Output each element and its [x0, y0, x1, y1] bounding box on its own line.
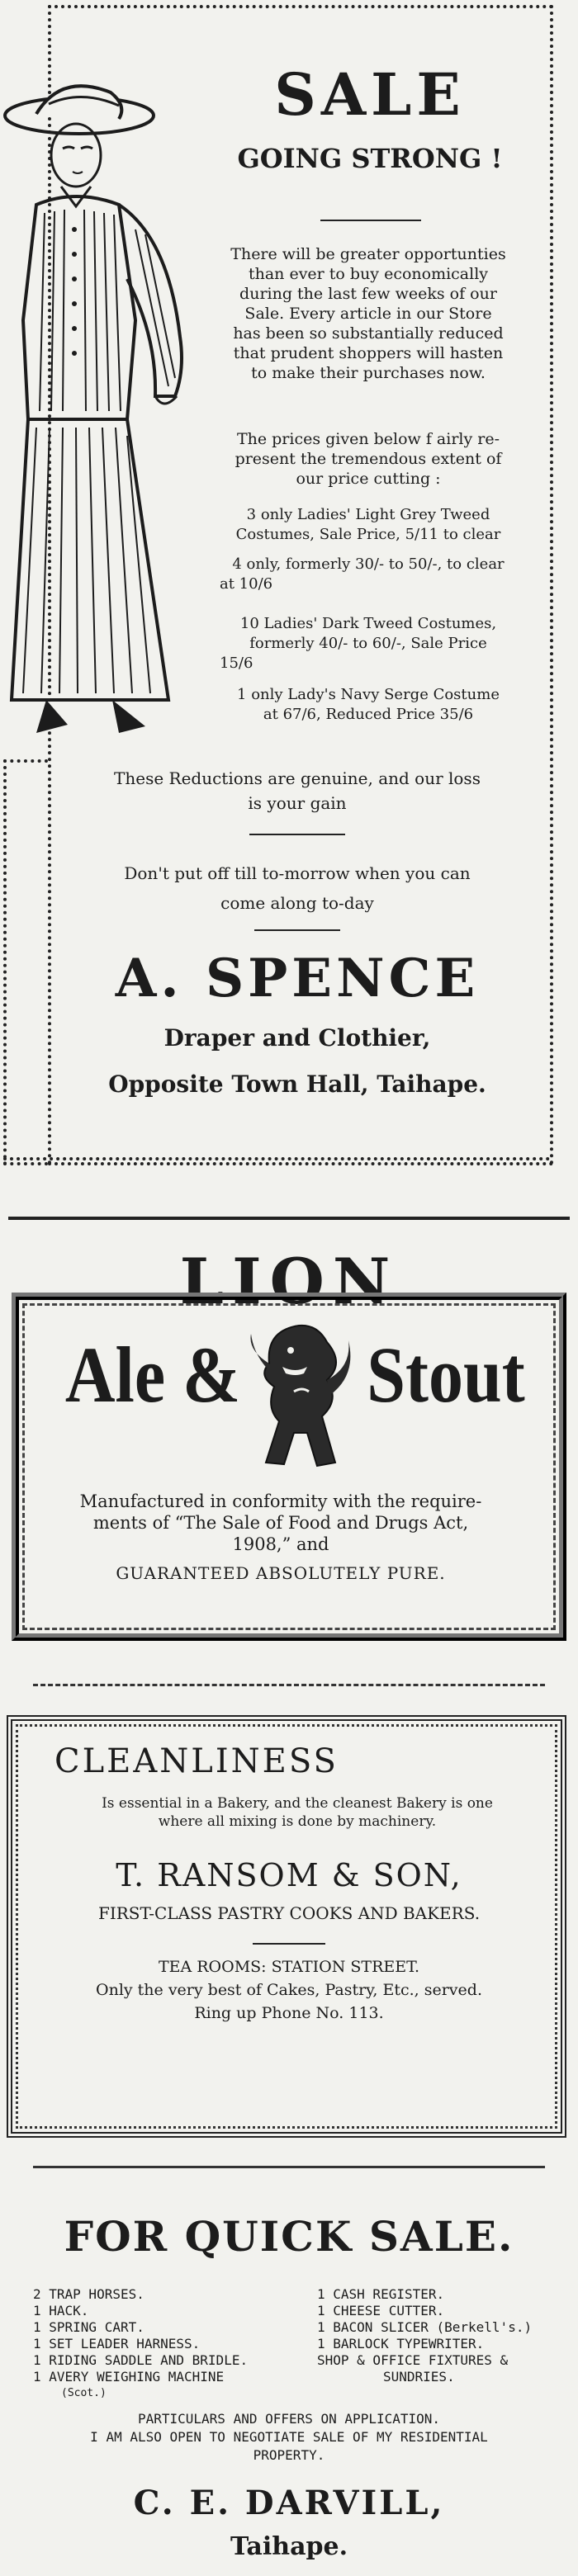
lion-body-text	[33, 1491, 528, 1555]
sale-item: 2 TRAP HORSES.	[33, 2286, 144, 2302]
darvill-headline: FOR QUICK SALE.	[64, 2212, 514, 2261]
intro-line: to make their purchases now.	[251, 364, 486, 382]
prices-intro-line: The prices given below f airly re-	[236, 430, 500, 448]
sale-item: 1 CHEESE CUTTER.	[317, 2303, 445, 2318]
lion-body-line: 1908,” and	[232, 1534, 329, 1554]
darvill-left-list	[33, 2286, 306, 2402]
reductions-text	[83, 766, 512, 815]
stout-text: Stout	[367, 1331, 525, 1420]
woman-in-costume-illustration	[3, 73, 201, 749]
spence-trade: Draper and Clothier,	[163, 1024, 431, 1052]
sale-item: SHOP & OFFICE FIXTURES &	[317, 2352, 509, 2368]
spence-ad-top-dots	[3, 1157, 550, 1160]
dont-put-off-line: come along to-day	[220, 893, 374, 913]
prices-intro-line: our price cutting :	[296, 470, 441, 488]
ransom-trade: FIRST-CLASS PASTRY COOKS AND BAKERS.	[97, 1903, 481, 1923]
ransom-phone: Ring up Phone No. 113.	[194, 2004, 384, 2022]
intro-line: than ever to buy economically	[248, 265, 489, 283]
lion-body-line: Manufactured in conformity with the require-	[79, 1491, 482, 1511]
spence-intro-block	[205, 244, 532, 383]
price-item-line: 3 only Ladies' Light Grey Tweed	[246, 506, 490, 523]
price-item-line: 15/6	[220, 655, 253, 672]
ransom-name: T. RANSOM & SON,	[116, 1857, 462, 1893]
prices-intro-line: present the tremendous extent of	[235, 450, 502, 468]
darvill-particulars: PARTICULARS AND OFFERS ON APPLICATION.	[137, 2411, 441, 2427]
spence-address: Opposite Town Hall, Taihape.	[108, 1071, 486, 1098]
spence-ad-outer-border	[3, 759, 48, 1165]
lion-guarantee: GUARANTEED ABSOLUTELY PURE.	[116, 1563, 446, 1583]
sale-item: (Scot.)	[61, 2387, 107, 2399]
intro-line: that prudent shoppers will hasten	[233, 344, 504, 362]
ransom-tea-rooms: TEA ROOMS: STATION STREET.	[158, 1958, 420, 1976]
ransom-body-line: where all mixing is done by machinery.	[158, 1813, 437, 1830]
price-item-line: at 10/6	[220, 575, 273, 593]
reductions-line: These Reductions are genuine, and our loss	[114, 768, 481, 788]
darvill-property: PROPERTY.	[253, 2447, 325, 2463]
spence-rule-2	[249, 834, 345, 835]
sale-item: 1 BARLOCK TYPEWRITER.	[317, 2336, 485, 2351]
sale-item: 1 BACON SLICER (Berkell's.)	[317, 2319, 533, 2335]
darvill-right-list	[317, 2286, 565, 2385]
intro-line: There will be greater opportunties	[230, 245, 506, 263]
intro-line: has been so substantially reduced	[233, 324, 504, 343]
intro-line: during the last few weeks of our	[239, 285, 497, 303]
sale-item: 1 CASH REGISTER.	[317, 2286, 445, 2302]
price-item-line: 4 only, formerly 30/- to 50/-, to clear	[232, 555, 505, 573]
ransom-cakes: Only the very best of Cakes, Pastry, Etc., served.	[96, 1981, 482, 1999]
sale-item: 1 RIDING SADDLE AND BRIDLE.	[33, 2352, 249, 2368]
reductions-line: is your gain	[248, 793, 347, 813]
price-item-line: 1 only Lady's Navy Serge Costume	[237, 686, 500, 703]
lion-brand: LION	[179, 1245, 399, 1318]
ransom-headline: CLEANLINESS	[54, 1742, 339, 1780]
column-rule	[33, 2166, 545, 2168]
sale-item: 1 SET LEADER HARNESS.	[33, 2336, 201, 2351]
sale-item: 1 SPRING CART.	[33, 2319, 144, 2335]
ale-text: Ale &	[64, 1331, 241, 1420]
spence-rule-1	[320, 220, 421, 221]
darvill-also-open: I AM ALSO OPEN TO NEGOTIATE SALE OF MY RESIDENTIAL	[90, 2429, 488, 2445]
ransom-body-line: Is essential in a Bakery, and the cleanest Bakery is one	[102, 1795, 493, 1812]
price-item	[205, 614, 532, 674]
spence-name: A. SPENCE	[115, 948, 480, 1009]
price-item-line: 10 Ladies' Dark Tweed Costumes,	[239, 615, 497, 632]
sale-item: 1 AVERY WEIGHING MACHINE	[33, 2369, 225, 2385]
ransom-body-text	[50, 1794, 545, 1831]
sale-item: 1 HACK.	[33, 2303, 89, 2318]
spence-rule-3	[254, 929, 340, 931]
price-item-line: formerly 40/- to 60/-, Sale Price	[249, 635, 487, 652]
lion-rampant-icon	[241, 1317, 357, 1474]
going-strong-subtitle: GOING STRONG !	[237, 143, 503, 174]
column-rule	[33, 1684, 545, 1686]
prices-intro-block	[205, 429, 532, 489]
lion-body-line: ments of “The Sale of Food and Drugs Act,	[92, 1513, 469, 1533]
dont-put-off-text	[83, 858, 512, 918]
darvill-town: Taihape.	[230, 2532, 348, 2561]
dont-put-off-line: Don't put off till to-morrow when you can	[124, 863, 471, 883]
column-rule	[8, 1217, 570, 1220]
price-item-line: Costumes, Sale Price, 5/11 to clear	[235, 526, 501, 543]
price-item	[205, 685, 532, 725]
price-item	[205, 555, 532, 594]
sale-item: SUNDRIES.	[383, 2369, 455, 2385]
price-item	[205, 505, 532, 545]
darvill-name: C. E. DARVILL,	[133, 2484, 445, 2522]
ransom-rule	[253, 1943, 325, 1945]
price-item-line: at 67/6, Reduced Price 35/6	[263, 706, 474, 723]
intro-line: Sale. Every article in our Store	[244, 305, 492, 323]
sale-title: SALE	[274, 60, 466, 129]
